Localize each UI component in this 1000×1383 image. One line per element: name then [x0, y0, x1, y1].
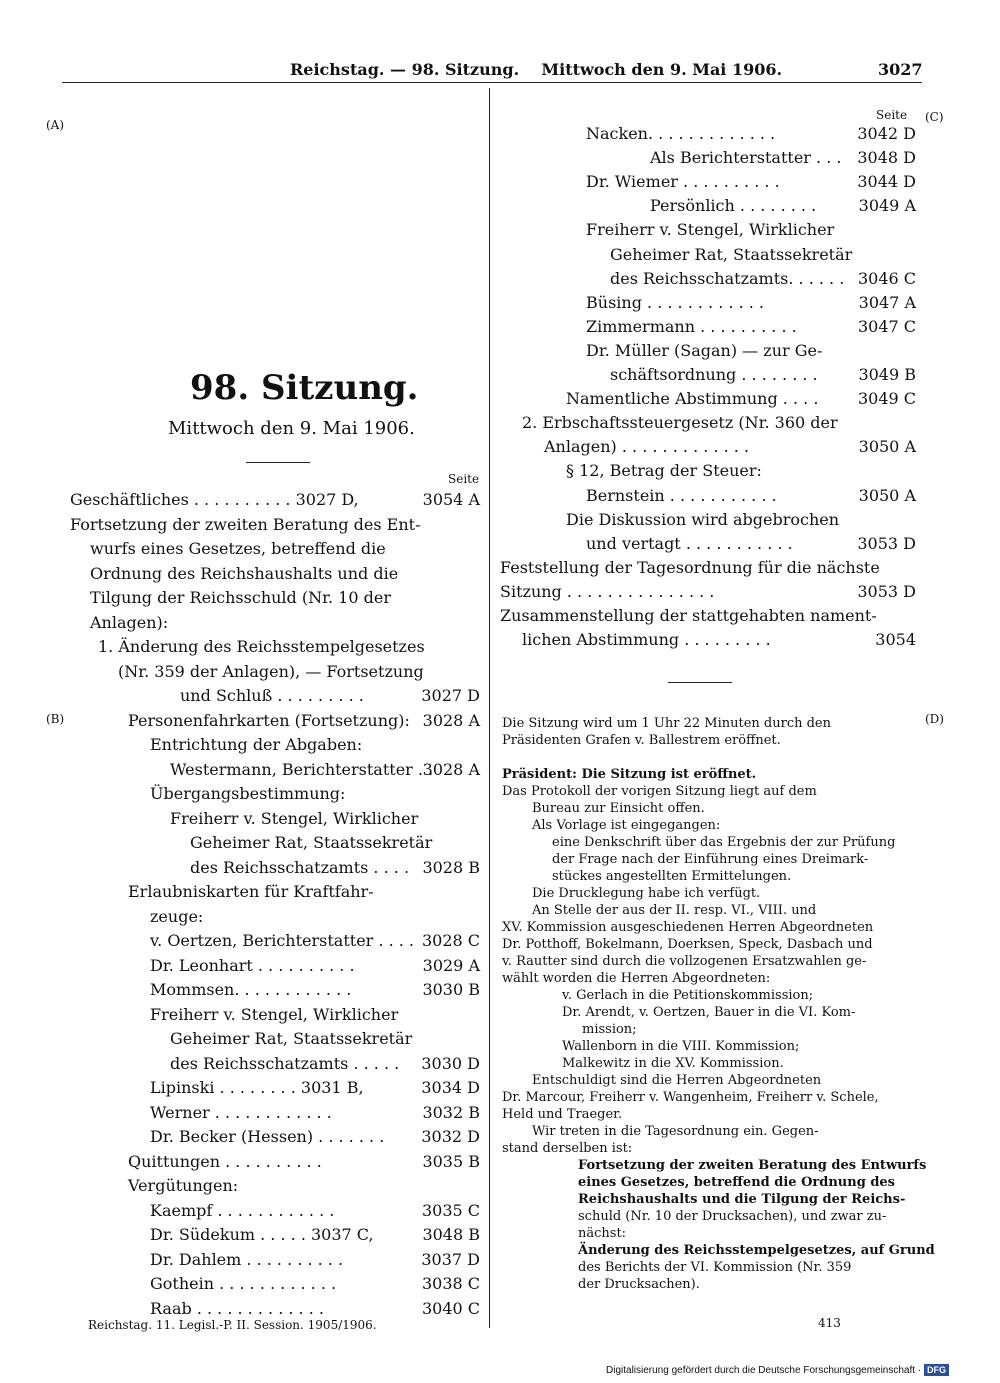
body-line: Änderung des Reichsstempelgesetzes, auf Grund [578, 1243, 935, 1258]
toc-entry-text: Quittungen . . . . . . . . . . [128, 1151, 322, 1171]
margin-c: (C) [925, 110, 944, 124]
margin-d: (D) [925, 712, 944, 726]
toc-entry-text: Fortsetzung der zweiten Beratung des Ent- [70, 514, 421, 534]
toc-page-ref: 3047 A [858, 292, 916, 312]
toc-page-ref: 3049 A [858, 196, 916, 216]
body-line: nächst: [578, 1226, 627, 1241]
toc-entry-text: Dr. Wiemer . . . . . . . . . . [586, 172, 780, 192]
toc-page-ref: 3028 A [422, 759, 480, 779]
toc-entry-text: Namentliche Abstimmung . . . . [566, 389, 819, 409]
toc-entry-text: Tilgung der Reichsschuld (Nr. 10 der [90, 588, 391, 607]
footer-signature: 413 [818, 1316, 841, 1330]
seite-label-right: Seite [876, 108, 908, 122]
toc-page-ref: 3048 B [422, 1225, 480, 1244]
toc-entry-text: Dr. Leonhart . . . . . . . . . . [150, 955, 355, 975]
body-line: Präsident: Die Sitzung ist eröffnet. [502, 767, 757, 782]
toc-entry-text: Persönlich . . . . . . . . [650, 196, 817, 216]
body-line: Fortsetzung der zweiten Beratung des Entwurfs [578, 1158, 927, 1173]
body-line: Wallenborn in die VIII. Kommission; [562, 1039, 800, 1054]
body-line: Dr. Potthoff, Bokelmann, Doerksen, Speck, Dasbach und [502, 937, 873, 952]
toc-page-ref: 3032 B [422, 1102, 480, 1122]
toc-page-ref: 3028 C [421, 931, 480, 950]
body-line: v. Gerlach in die Petitionskommission; [562, 988, 814, 1003]
toc-page-ref: 3040 C [421, 1298, 480, 1318]
toc-page-ref: 3038 C [421, 1274, 480, 1293]
page-number: 3027 [878, 60, 923, 79]
body-line: Malkewitz in die XV. Kommission. [562, 1056, 784, 1071]
toc-entry-text: Geschäftliches . . . . . . . . . . 3027 D, [70, 490, 359, 509]
toc-entry-text: (Nr. 359 der Anlagen), — Fortsetzung [118, 661, 424, 681]
body-line: Entschuldigt sind die Herren Abgeordneten [532, 1073, 822, 1088]
toc-page-ref: 3030 B [422, 980, 480, 999]
toc-page-ref: 3048 D [857, 148, 916, 168]
toc-entry-text: Ordnung des Reichshaushalts und die [90, 563, 399, 583]
toc-entry-text: Entrichtung der Abgaben: [150, 735, 363, 754]
toc-entry-text: Gothein . . . . . . . . . . . . [150, 1274, 337, 1293]
toc-entry-text: Anlagen): [90, 612, 169, 632]
body-line: Wir treten in die Tagesordnung ein. Gegen- [532, 1124, 819, 1139]
toc-page-ref: 3054 [875, 630, 916, 650]
toc-entry-text: lichen Abstimmung . . . . . . . . . [522, 630, 771, 650]
body-line: Dr. Arendt, v. Oertzen, Bauer in die VI. Kom- [562, 1005, 856, 1020]
toc-entry-text: Dr. Becker (Hessen) . . . . . . . [150, 1127, 385, 1146]
toc-entry-text: Geheimer Rat, Staatssekretär [190, 833, 433, 852]
body-line: des Berichts der VI. Kommission (Nr. 359 [578, 1260, 852, 1275]
toc-entry-text: Dr. Südekum . . . . . 3037 C, [150, 1225, 374, 1244]
title-rule [246, 462, 310, 463]
toc-entry-text: Übergangsbestimmung: [150, 784, 346, 803]
margin-a: (A) [46, 118, 65, 132]
footer-left: Reichstag. 11. Legisl.-P. II. Session. 1905/1906. [88, 1318, 377, 1332]
toc-page-ref: 3044 D [857, 172, 916, 192]
toc-page-ref: 3049 C [857, 389, 916, 409]
body-line: Held und Traeger. [502, 1107, 623, 1122]
toc-entry-text: Mommsen. . . . . . . . . . . . [150, 980, 352, 999]
toc-entry-text: Vergütungen: [128, 1176, 239, 1195]
toc-entry-text: Geheimer Rat, Staatssekretär [170, 1029, 413, 1048]
running-header [290, 60, 782, 79]
toc-page-ref: 3037 D [421, 1249, 480, 1269]
toc-entry-text: 2. Erbschaftssteuergesetz (Nr. 360 der [522, 413, 838, 433]
digitization-note [606, 1364, 949, 1376]
toc-entry-text: v. Oertzen, Berichterstatter . . . . [150, 931, 414, 950]
toc-entry-text: Die Diskussion wird abgebrochen [566, 509, 840, 529]
body-line: An Stelle der aus der II. resp. VI., VIII. und [532, 903, 817, 918]
toc-entry-text: und vertagt . . . . . . . . . . . [586, 533, 793, 553]
body-line: Die Drucklegung habe ich verfügt. [532, 886, 761, 901]
toc-page-ref: 3027 D [421, 686, 480, 705]
toc-entry-text: Freiherr v. Stengel, Wirklicher [170, 808, 419, 828]
digitization-text: Digitalisierung gefördert durch die Deutsche Forschungsgemeinschaft · [606, 1365, 922, 1376]
toc-page-ref: 3054 A [422, 490, 480, 509]
toc-page-ref: 3035 C [421, 1200, 480, 1220]
body-line: der Drucksachen). [578, 1277, 700, 1292]
body-line: XV. Kommission ausgeschiedenen Herren Abgeordneten [502, 920, 874, 935]
toc-entry-text: Bernstein . . . . . . . . . . . [586, 485, 777, 505]
toc-entry-text: zeuge: [150, 906, 204, 926]
toc-entry-text: Zusammenstellung der stattgehabten nament- [500, 606, 877, 625]
seite-label-left: Seite [448, 472, 480, 486]
toc-page-ref: 3029 A [422, 955, 480, 975]
toc-entry-text: Feststellung der Tagesordnung für die nächste [500, 557, 880, 577]
toc-entry-text: Personenfahrkarten (Fortsetzung): [128, 710, 410, 730]
toc-entry-text: Nacken. . . . . . . . . . . . . [586, 124, 776, 143]
body-line: stand derselben ist: [502, 1141, 633, 1156]
body-line: mission; [582, 1022, 637, 1037]
toc-page-ref: 3035 B [422, 1151, 480, 1171]
toc-entry-text: Dr. Dahlem . . . . . . . . . . [150, 1249, 344, 1269]
body-line: eines Gesetzes, betreffend die Ordnung des [578, 1175, 896, 1190]
body-line: Dr. Marcour, Freiherr v. Wangenheim, Freiherr v. Schele, [502, 1090, 879, 1105]
toc-page-ref: 3049 B [858, 365, 916, 384]
header-left: Reichstag. — 98. Sitzung. [290, 60, 520, 79]
toc-entry-text: 1. Änderung des Reichsstempelgesetzes [98, 637, 425, 656]
toc-entry-text: Als Berichterstatter . . . [650, 148, 842, 168]
toc-entry-text: Freiherr v. Stengel, Wirklicher [150, 1004, 399, 1024]
toc-page-ref: 3046 C [857, 268, 916, 288]
body-line: Das Protokoll der vorigen Sitzung liegt auf dem [502, 784, 817, 799]
toc-page-ref: 3042 D [857, 124, 916, 143]
toc-entry-text: schäftsordnung . . . . . . . . [610, 365, 818, 384]
toc-page-ref: 3053 D [857, 533, 916, 553]
toc-entry-text: und Schluß . . . . . . . . . [180, 686, 364, 705]
body-line: v. Rautter sind durch die vollzogenen Ersatzwahlen ge- [502, 954, 867, 969]
column-divider [489, 88, 490, 1328]
toc-entry-text: des Reichsschatzamts . . . . . [170, 1053, 400, 1073]
body-line: eine Denkschrift über das Ergebnis der zur Prüfung [552, 835, 896, 850]
body-line: Als Vorlage ist eingegangen: [532, 818, 721, 833]
margin-b: (B) [46, 712, 65, 726]
toc-entry-text: Zimmermann . . . . . . . . . . [586, 316, 797, 336]
toc-page-ref: 3053 D [857, 581, 916, 601]
toc-entry-text: des Reichsschatzamts . . . . [190, 857, 410, 877]
body-line: stückes angestellten Ermittelungen. [552, 869, 792, 884]
body-line: Die Sitzung wird um 1 Uhr 22 Minuten durch den [502, 716, 831, 731]
toc-entry-text: Anlagen) . . . . . . . . . . . . . [544, 437, 750, 457]
header-rule [62, 82, 922, 83]
toc-entry-text: Büsing . . . . . . . . . . . . [586, 292, 764, 312]
toc-entry-text: Sitzung . . . . . . . . . . . . . . . [500, 581, 715, 601]
toc-entry-text: Westermann, Berichterstatter . . [170, 759, 434, 779]
toc-page-ref: 3050 A [858, 437, 916, 457]
body-line: Präsidenten Grafen v. Ballestrem eröffnet. [502, 733, 781, 748]
body-line: wählt worden die Herren Abgeordneten: [502, 971, 771, 986]
toc-entry-text: Dr. Müller (Sagan) — zur Ge- [586, 340, 823, 360]
session-title: 98. Sitzung. [190, 368, 419, 408]
body-line: Bureau zur Einsicht offen. [532, 801, 705, 816]
body-line: schuld (Nr. 10 der Drucksachen), und zwar zu- [578, 1209, 887, 1224]
dfg-logo: DFG [924, 1364, 949, 1376]
toc-entry-text: des Reichsschatzamts. . . . . . [610, 268, 845, 288]
toc-page-ref: 3030 D [421, 1053, 480, 1073]
toc-entry-text: § 12, Betrag der Steuer: [566, 461, 762, 481]
toc-page-ref: 3028 B [422, 857, 480, 877]
header-middle: Mittwoch den 9. Mai 1906. [541, 60, 783, 79]
toc-entry-text: Geheimer Rat, Staatssekretär [610, 244, 853, 264]
toc-entry-text: Erlaubniskarten für Kraftfahr- [128, 882, 374, 901]
body-line: der Frage nach der Einführung eines Dreimark- [552, 852, 869, 867]
toc-entry-text: Freiherr v. Stengel, Wirklicher [586, 220, 835, 240]
toc-entry-text: Kaempf . . . . . . . . . . . . [150, 1200, 335, 1220]
toc-entry-text: wurfs eines Gesetzes, betreffend die [90, 539, 386, 558]
body-line: Reichshaushalts und die Tilgung der Reichs- [578, 1192, 906, 1207]
toc-page-ref: 3047 C [857, 316, 916, 336]
session-date: Mittwoch den 9. Mai 1906. [168, 418, 415, 439]
right-column-rule [668, 682, 732, 683]
toc-entry-text: Lipinski . . . . . . . . 3031 B, [150, 1078, 364, 1097]
toc-page-ref: 3028 A [422, 710, 480, 730]
toc-page-ref: 3034 D [421, 1078, 480, 1097]
toc-page-ref: 3032 D [421, 1127, 480, 1146]
toc-entry-text: Werner . . . . . . . . . . . . [150, 1102, 332, 1122]
toc-page-ref: 3050 A [858, 485, 916, 505]
toc-entry-text: Raab . . . . . . . . . . . . . [150, 1298, 324, 1318]
